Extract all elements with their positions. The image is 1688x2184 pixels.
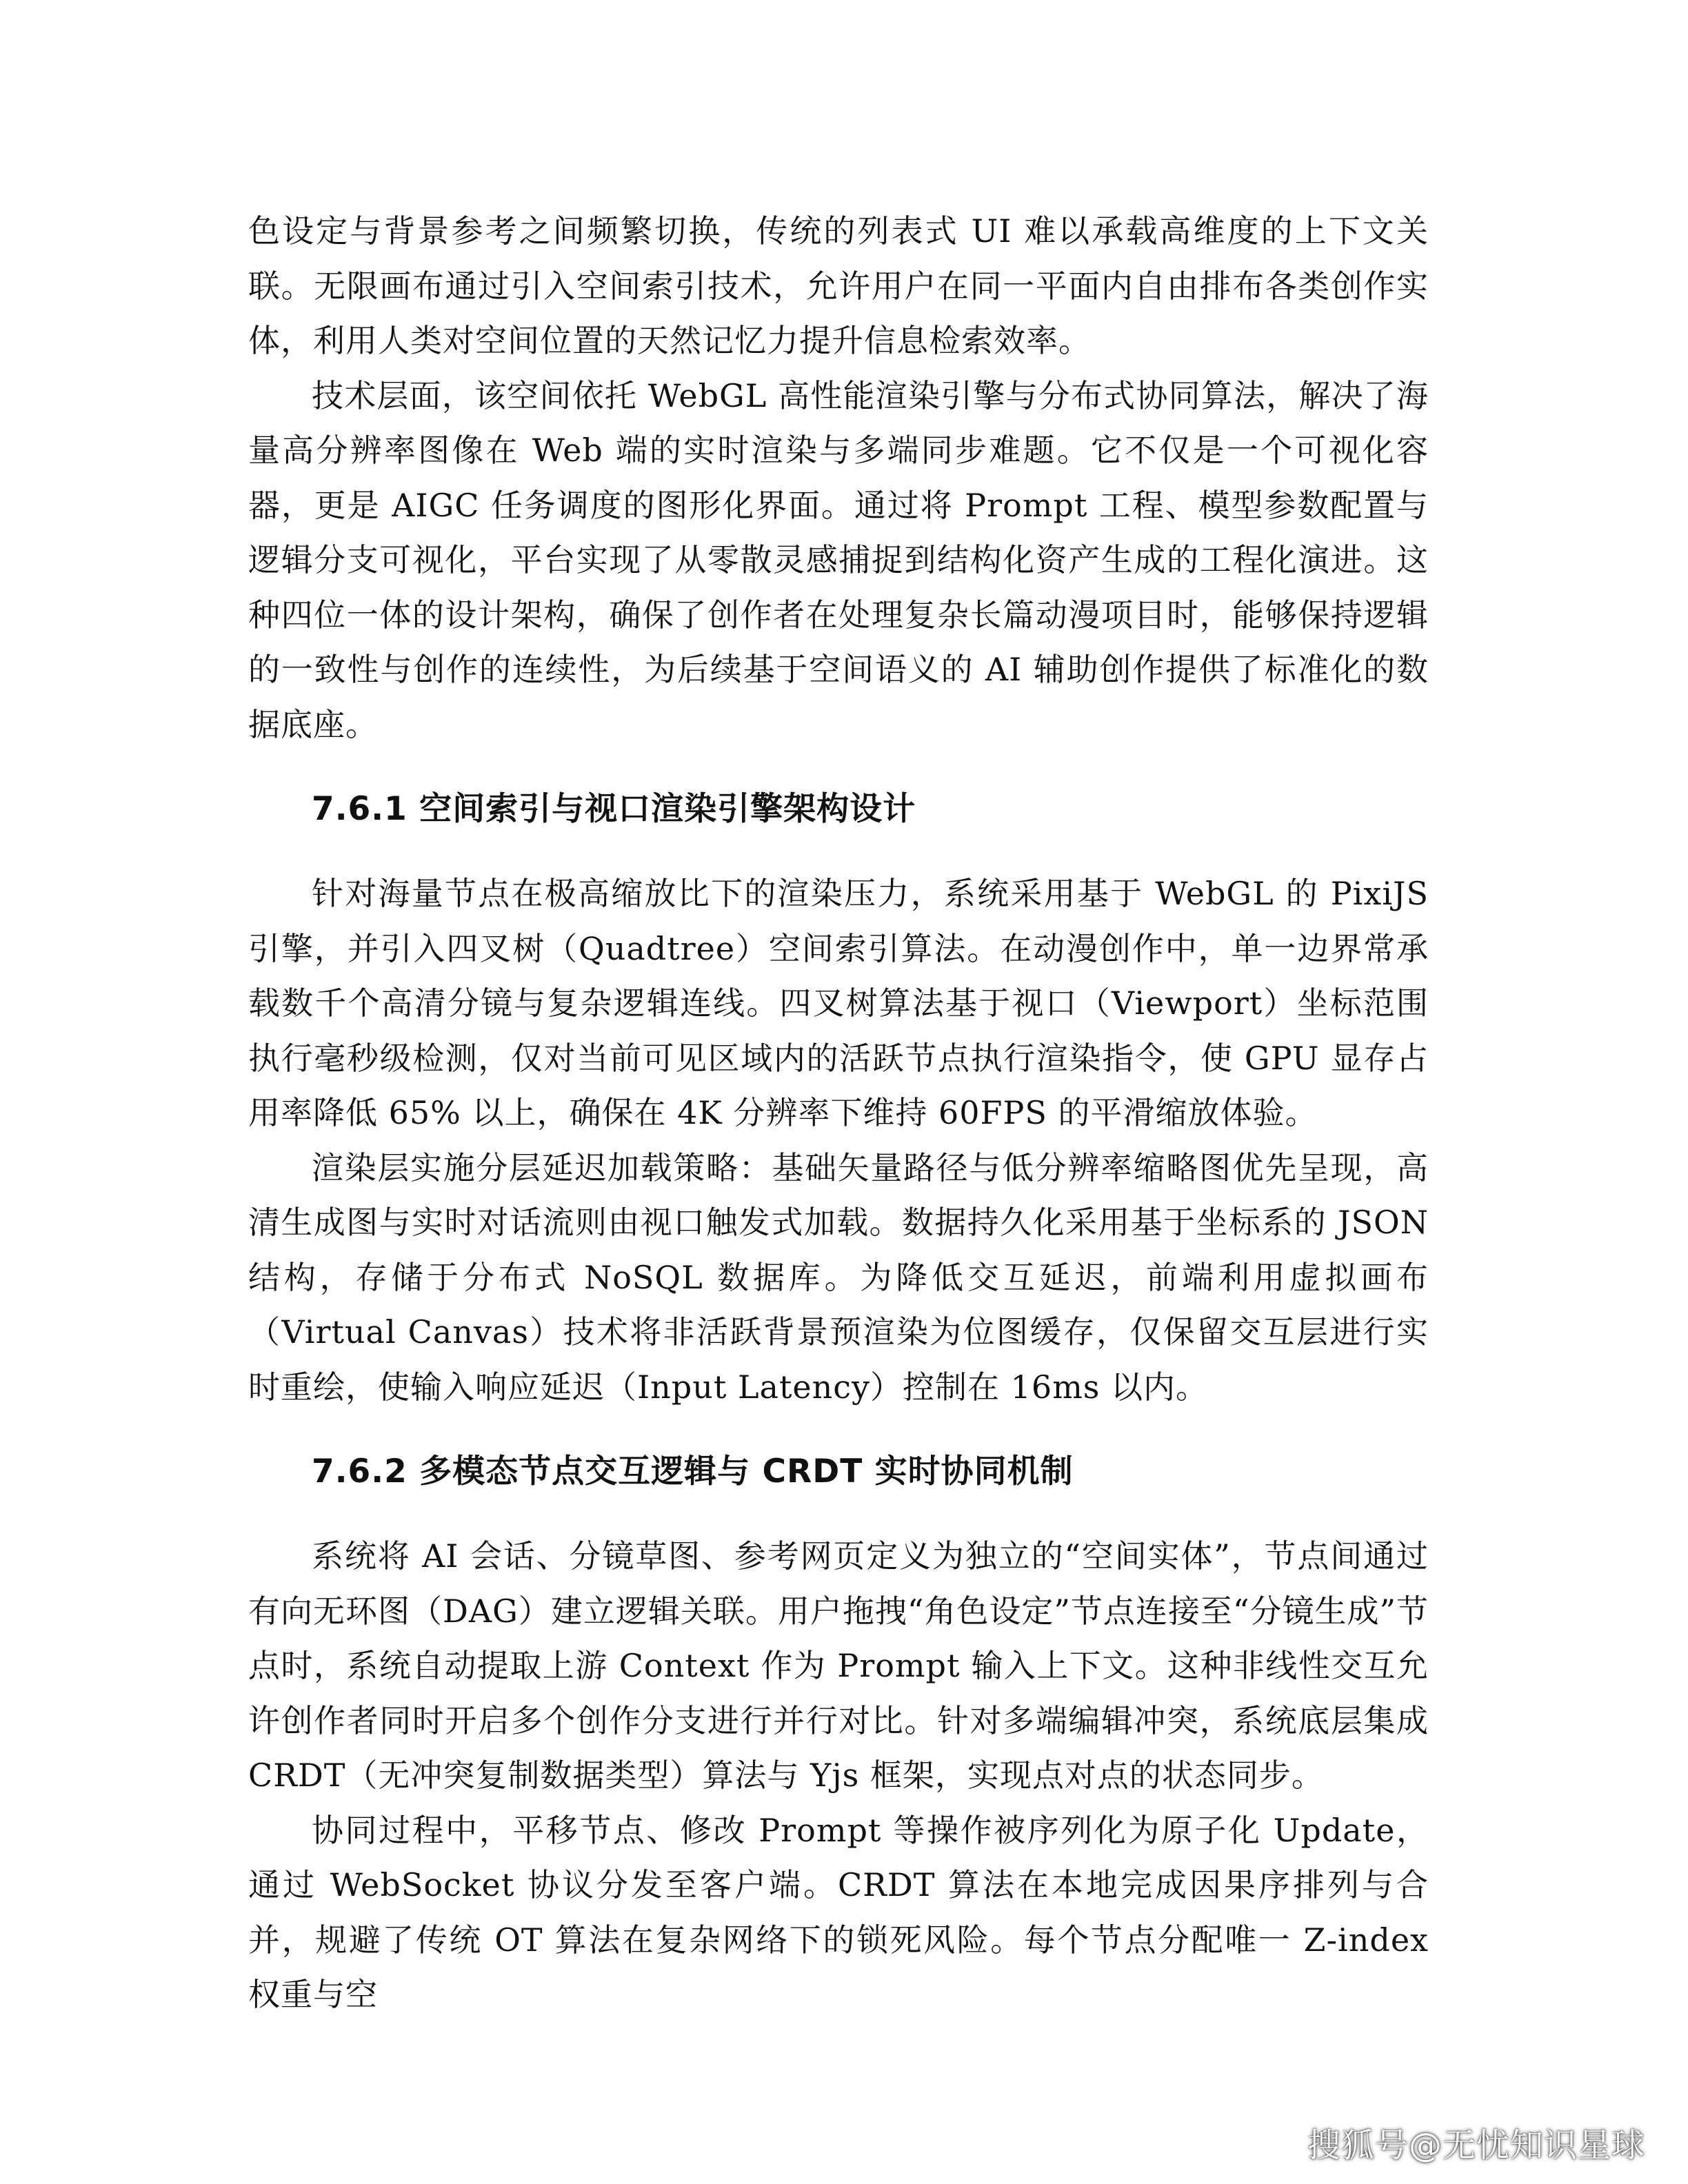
body-paragraph: 针对海量节点在极高缩放比下的渲染压力，系统采用基于 WebGL 的 PixiJS 引擎，并引入四叉树（Quadtree）空间索引算法。在动漫创作中，单一边界常承载数千个高清分镜与复杂逻辑连线。四叉树算法基于视口（Viewport）坐标范围执行毫秒级检测，仅对当前可见区域内的活跃节点执行渲染指令，使 GPU 显存占用率降低 65% 以上，确保在 4K 分辨率下维持 60FPS 的平滑缩放体验。 (248, 875, 1429, 1131)
body-paragraph: 渲染层实施分层延迟加载策略：基础矢量路径与低分辨率缩略图优先呈现，高清生成图与实时对话流则由视口触发式加载。数据持久化采用基于坐标系的 JSON 结构，存储于分布式 NoSQL 数据库。为降低交互延迟，前端利用虚拟画布（Virtual Canvas）技术将非活跃背景预渲染为位图缓存，仅保留交互层进行实时重绘，使输入响应延迟（Input Latency）控制在 16ms 以内。 (248, 1149, 1429, 1406)
document-page (248, 204, 1429, 2023)
body-paragraph: 系统将 AI 会话、分镜草图、参考网页定义为独立的“空间实体”，节点间通过有向无环图（DAG）建立逻辑关联。用户拖拽“角色设定”节点连接至“分镜生成”节点时，系统自动提取上游 Context 作为 Prompt 输入上下文。这种非线性交互允许创作者同时开启多个创作分支进行并行对比。针对多端编辑冲突，系统底层集成 CRDT（无冲突复制数据类型）算法与 Yjs 框架，实现点对点的状态同步。 (248, 1537, 1429, 1794)
body-paragraph: 协同过程中，平移节点、修改 Prompt 等操作被序列化为原子化 Update，通过 WebSocket 协议分发至客户端。CRDT 算法在本地完成因果序排列与合并，规避了传统 OT 算法在复杂网络下的锁死风险。每个节点分配唯一 Z-index 权重与空 (248, 1811, 1429, 2013)
section-heading: 7.6.2 多模态节点交互逻辑与 CRDT 实时协同机制 (312, 1453, 1074, 1490)
body-paragraph: 技术层面，该空间依托 WebGL 高性能渲染引擎与分布式协同算法，解决了海量高分辨率图像在 Web 端的实时渲染与多端同步难题。它不仅是一个可视化容器，更是 AIGC 任务调度的图形化界面。通过将 Prompt 工程、模型参数配置与逻辑分支可视化，平台实现了从零散灵感捕捉到结构化资产生成的工程化演进。这种四位一体的设计架构，确保了创作者在处理复杂长篇动漫项目时，能够保持逻辑的一致性与创作的连续性，为后续基于空间语义的 AI 辅助创作提供了标准化的数据底座。 (248, 376, 1429, 743)
watermark: 搜狐号@无忧知识星球 (1307, 2126, 1645, 2165)
section-heading: 7.6.1 空间索引与视口渲染引擎架构设计 (312, 790, 916, 828)
body-paragraph: 色设定与背景参考之间频繁切换，传统的列表式 UI 难以承载高维度的上下文关联。无限画布通过引入空间索引技术，允许用户在同一平面内自由排布各类创作实体，利用人类对空间位置的天然记忆力提升信息检索效率。 (248, 212, 1429, 359)
